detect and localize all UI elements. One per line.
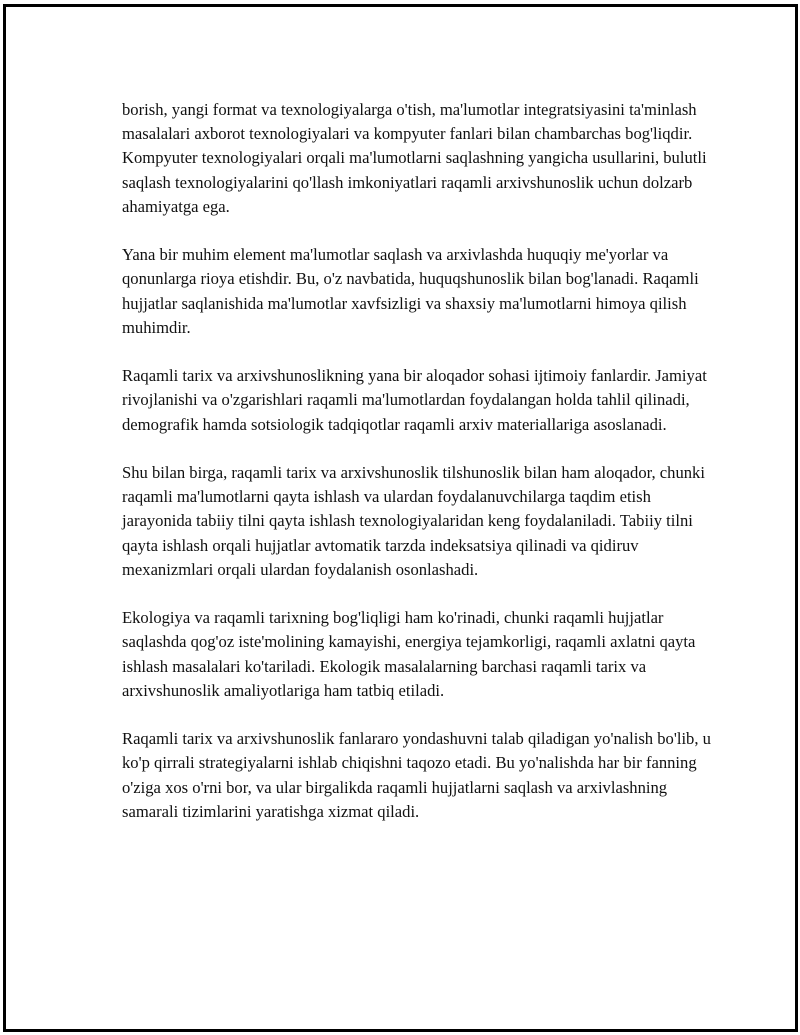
paragraph-5: Ekologiya va raqamli tarixning bog'liqligi ham ko'rinadi, chunki raqamli hujjatlar saqlashda qog'oz iste'molining kamayishi, energiya tejamkorligi, raqamli axlatni qayta ishlash masalalari ko'tariladi. Ekologik masalalarning barchasi raqamli tarix va arxivshunoslik amaliyotlariga ham tatbiq etiladi. [122, 608, 696, 700]
page-frame [3, 4, 798, 1032]
paragraph-3: Raqamli tarix va arxivshunoslikning yana bir aloqador sohasi ijtimoiy fanlardir. Jamiyat rivojlanishi va o'zgarishlari raqamli ma'lumotlardan foydalangan holda tahlil qilinadi, demografik hamda sotsiologik tadqiqotlar raqamli arxiv materiallariga asoslanadi. [122, 366, 707, 434]
paragraph-2: Yana bir muhim element ma'lumotlar saqlash va arxivlashda huquqiy me'yorlar va qonunlarga rioya etishdir. Bu, o'z navbatida, huquqshunoslik bilan bog'lanadi. Raqamli hujjatlar saqlanishida ma'lumotlar xavfsizligi va shaxsiy ma'lumotlarni himoya qilish muhimdir. [122, 245, 699, 337]
document-body [122, 98, 722, 848]
paragraph-1: borish, yangi format va texnologiyalarga o'tish, ma'lumotlar integratsiyasini ta'minlash masalalari axborot texnologiyalari va kompyuter fanlari bilan chambarchas bog'liqdir. Kompyuter texnologiyalari orqali ma'lumotlarni saqlashning yangicha usullarini, bulutli saqlash texnologiyalarini qo'llash imkoniyatlari raqamli arxivshunoslik uchun dolzarb ahamiyatga ega. [122, 100, 707, 216]
paragraph-6: Raqamli tarix va arxivshunoslik fanlararo yondashuvni talab qiladigan yo'nalish bo'lib, u ko'p qirrali strategiyalarni ishlab chiqishni taqozo etadi. Bu yo'nalishda har bir fanning o'ziga xos o'rni bor, va ular birgalikda raqamli hujjatlarni saqlash va arxivlashning samarali tizimlarini yaratishga xizmat qiladi. [122, 729, 711, 821]
paragraph-4: Shu bilan birga, raqamli tarix va arxivshunoslik tilshunoslik bilan ham aloqador, chunki raqamli ma'lumotlarni qayta ishlash va ulardan foydalanuvchilarga taqdim etish jarayonida tabiiy tilni qayta ishlash texnologiyalaridan keng foydalaniladi. Tabiiy tilni qayta ishlash orqali hujjatlar avtomatik tarzda indeksatsiya qilinadi va qidiruv mexanizmlari orqali ulardan foydalanish osonlashadi. [122, 463, 705, 579]
